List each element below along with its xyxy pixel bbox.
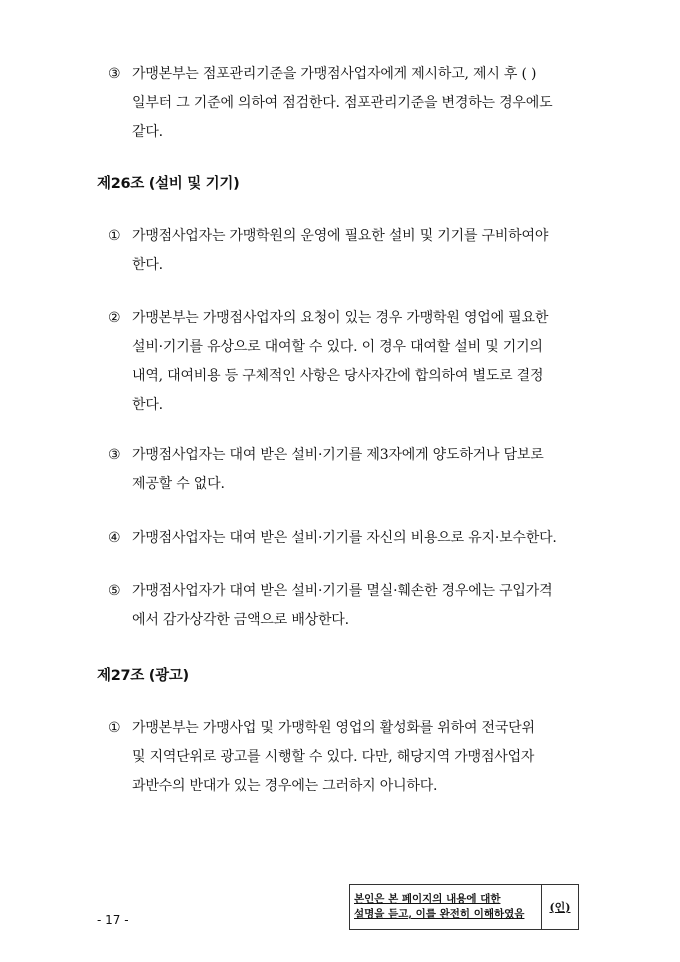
item-number: ② bbox=[108, 310, 121, 326]
item-number: ③ bbox=[108, 66, 121, 82]
paragraph-line: 가맹점사업자는 대여 받은 설비·기기를 제3자에게 양도하거나 담보로 bbox=[132, 447, 544, 463]
paragraph-line: 일부터 그 기준에 의하여 점검한다. 점포관리기준을 변경하는 경우에도 bbox=[132, 95, 553, 111]
paragraph-line: 및 지역단위로 광고를 시행할 수 있다. 다만, 해당지역 가맹점사업자 bbox=[132, 749, 535, 765]
article-27-heading: 제27조 (광고) bbox=[97, 668, 189, 684]
paragraph-line: 같다. bbox=[132, 124, 163, 140]
paragraph-line: 가맹본부는 가맹사업 및 가맹학원 영업의 활성화를 위하여 전국단위 bbox=[132, 720, 535, 736]
paragraph-line: 과반수의 반대가 있는 경우에는 그러하지 아니하다. bbox=[132, 778, 438, 794]
paragraph-line: 한다. bbox=[132, 397, 163, 413]
paragraph-line: 내역, 대여비용 등 구체적인 사항은 당사자간에 합의하여 별도로 결정 bbox=[132, 368, 544, 384]
paragraph-line: 가맹본부는 점포관리기준을 가맹점사업자에게 제시하고, 제시 후 ( ) bbox=[132, 66, 537, 82]
paragraph-line: 에서 감가상각한 금액으로 배상한다. bbox=[132, 612, 349, 628]
paragraph-line: 가맹점사업자가 대여 받은 설비·기기를 멸실·훼손한 경우에는 구입가격 bbox=[132, 583, 553, 599]
article-26-item-2 bbox=[108, 304, 586, 420]
article-26-item-3 bbox=[108, 441, 586, 499]
confirmation-line: 설명을 듣고, 이를 완전히 이해하였음 bbox=[354, 908, 525, 920]
seal-field[interactable]: (인) bbox=[549, 901, 571, 914]
article-26-item-1 bbox=[108, 222, 586, 280]
paragraph-line: 제공할 수 없다. bbox=[132, 476, 225, 492]
item-number: ④ bbox=[108, 530, 121, 546]
article-26-item-5 bbox=[108, 577, 586, 635]
paragraph-line: 가맹본부는 가맹점사업자의 요청이 있는 경우 가맹학원 영업에 필요한 bbox=[132, 310, 549, 326]
confirmation-box bbox=[349, 884, 579, 930]
paragraph-line: 설비·기기를 유상으로 대여할 수 있다. 이 경우 대여할 설비 및 기기의 bbox=[132, 339, 543, 355]
confirmation-statement bbox=[350, 885, 542, 929]
paragraph-line: 가맹점사업자는 가맹학원의 운영에 필요한 설비 및 기기를 구비하여야 bbox=[132, 228, 549, 244]
item-number: ③ bbox=[108, 447, 121, 463]
item-number: ① bbox=[108, 720, 121, 736]
page-number: - 17 - bbox=[97, 913, 129, 927]
paragraph-line: 한다. bbox=[132, 257, 163, 273]
article-26-item-4 bbox=[108, 524, 586, 553]
article-27-item-1 bbox=[108, 714, 586, 801]
article-26-heading: 제26조 (설비 및 기기) bbox=[97, 176, 240, 192]
paragraph-3-store-standard bbox=[108, 60, 586, 147]
paragraph-line: 가맹점사업자는 대여 받은 설비·기기를 자신의 비용으로 유지·보수한다. bbox=[132, 530, 557, 546]
item-number: ⑤ bbox=[108, 583, 121, 599]
confirmation-line: 본인은 본 페이지의 내용에 대한 bbox=[354, 893, 501, 905]
item-number: ① bbox=[108, 228, 121, 244]
